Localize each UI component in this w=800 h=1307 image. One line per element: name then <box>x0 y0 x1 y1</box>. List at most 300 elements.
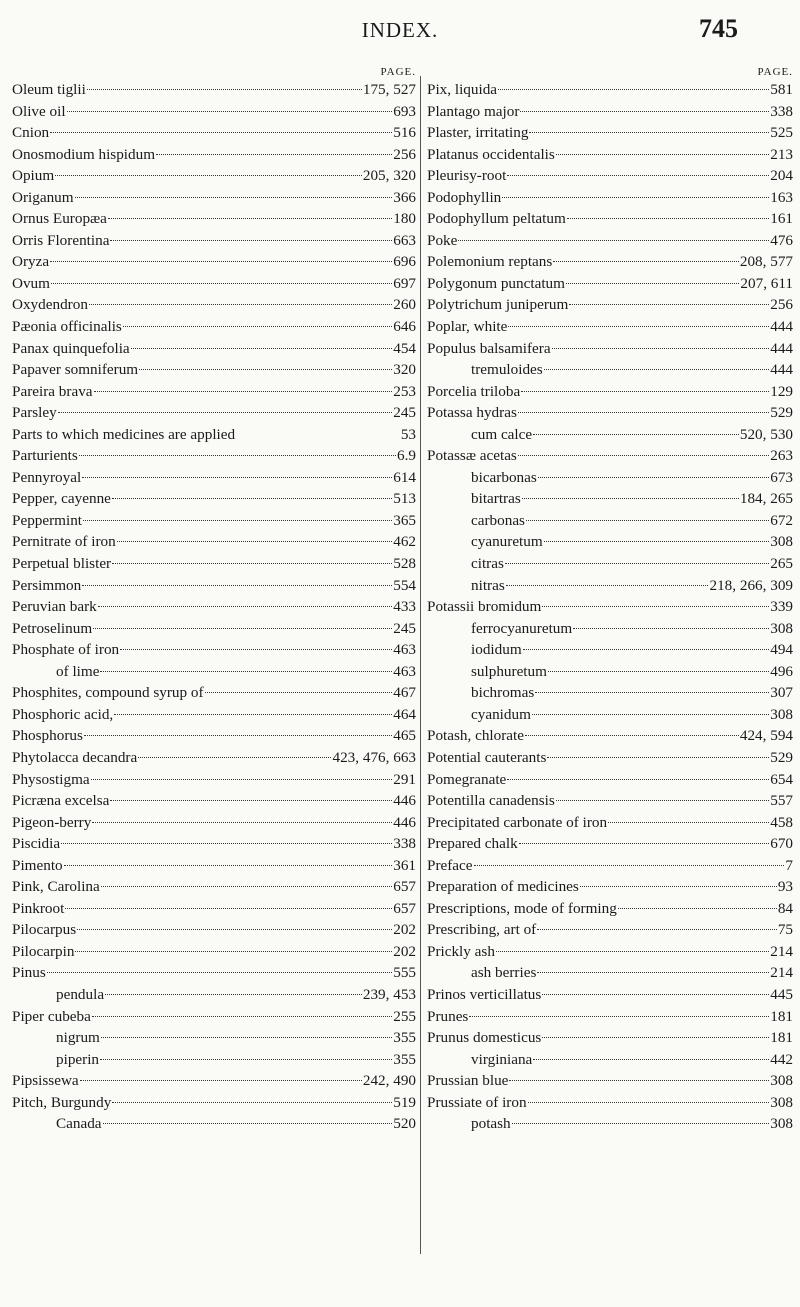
index-entry <box>12 639 416 661</box>
entry-pages: 520, 530 <box>739 425 793 443</box>
entry-term: Preface <box>427 856 473 874</box>
entry-term: Panax quinquefolia <box>12 339 130 357</box>
dot-leader <box>529 132 769 133</box>
entry-pages: 557 <box>770 792 793 810</box>
index-entry <box>12 618 416 640</box>
entry-term: bicarbonas <box>471 468 537 486</box>
entry-pages: 463 <box>393 662 416 680</box>
index-entry <box>427 488 793 510</box>
entry-term: bitartras <box>471 490 521 508</box>
dot-leader <box>532 714 769 715</box>
entry-term: carbonas <box>471 511 525 529</box>
entry-term: Podophyllum peltatum <box>427 210 566 228</box>
index-entry <box>12 855 416 877</box>
entry-term: Orris Florentina <box>12 231 110 249</box>
entry-pages: 53 <box>400 425 416 443</box>
entry-pages: 673 <box>770 468 793 486</box>
index-entry <box>427 165 793 187</box>
dot-leader <box>112 498 392 499</box>
entry-term: bichromas <box>471 684 535 702</box>
entry-pages: 253 <box>393 382 416 400</box>
entry-pages: 256 <box>770 296 793 314</box>
dot-leader <box>93 628 392 629</box>
entry-pages: 614 <box>393 468 416 486</box>
dot-leader <box>533 1059 769 1060</box>
index-entry <box>12 962 416 984</box>
dot-leader <box>80 1080 362 1081</box>
entry-term: Prussian blue <box>427 1072 509 1090</box>
dot-leader <box>537 972 769 973</box>
dot-leader <box>110 800 392 801</box>
entry-pages: 308 <box>770 533 793 551</box>
entry-term: Populus balsamifera <box>427 339 551 357</box>
entry-pages: 175, 527 <box>362 81 416 98</box>
dot-leader <box>139 369 392 370</box>
dot-leader <box>542 994 769 995</box>
entry-term: Prussiate of iron <box>427 1093 527 1111</box>
dot-leader <box>103 1123 393 1124</box>
dot-leader <box>542 1037 769 1038</box>
dot-leader <box>542 606 769 607</box>
dot-leader <box>526 520 769 521</box>
entry-pages: 308 <box>770 1093 793 1111</box>
entry-term: nitras <box>471 576 505 594</box>
dot-leader <box>75 197 393 198</box>
entry-pages: 454 <box>393 339 416 357</box>
entry-pages: 581 <box>770 81 793 98</box>
dot-leader <box>138 757 331 758</box>
index-entry <box>12 575 416 597</box>
index-entry <box>427 919 793 941</box>
entry-term: Pitch, Burgundy <box>12 1093 112 1111</box>
index-entry <box>12 531 416 553</box>
entry-term: Potash, chlorate <box>427 727 525 745</box>
index-entry <box>12 898 416 920</box>
index-entry <box>427 359 793 381</box>
entry-pages: 467 <box>393 684 416 702</box>
dot-leader <box>82 585 392 586</box>
entry-term: Prescribing, art of <box>427 921 537 939</box>
index-entry <box>427 1092 793 1114</box>
dot-leader <box>522 498 739 499</box>
index-entry <box>12 144 416 166</box>
entry-pages: 245 <box>393 404 416 422</box>
index-entry <box>427 402 793 424</box>
entry-term: Parts to which medicines are applied <box>12 425 236 443</box>
dot-leader <box>502 197 769 198</box>
entry-term: Pæonia officinalis <box>12 318 122 336</box>
index-entry <box>427 1027 793 1049</box>
index-entry <box>12 1092 416 1114</box>
entry-pages: 260 <box>393 296 416 314</box>
entry-pages: 308 <box>770 619 793 637</box>
entry-pages: 458 <box>770 813 793 831</box>
entry-pages: 463 <box>393 641 416 659</box>
entry-term: potash <box>471 1115 511 1133</box>
index-entry <box>427 575 793 597</box>
entry-term: Plaster, irritating <box>427 124 529 142</box>
dot-leader <box>544 369 770 370</box>
dot-leader <box>520 111 769 112</box>
entry-term: Phosphoric acid, <box>12 705 114 723</box>
index-entry <box>12 402 416 424</box>
dot-leader <box>55 175 362 176</box>
index-entry <box>12 704 416 726</box>
entry-term: Potassii bromidum <box>427 598 542 616</box>
entry-pages: 365 <box>393 511 416 529</box>
dot-leader <box>548 671 769 672</box>
dot-leader <box>112 1102 392 1103</box>
entry-pages: 654 <box>770 770 793 788</box>
entry-term: Parsley <box>12 404 57 422</box>
dot-leader <box>509 1080 769 1081</box>
entry-term: Porcelia triloba <box>427 382 521 400</box>
dot-leader <box>507 175 769 176</box>
index-entry <box>427 962 793 984</box>
entry-term: Potentilla canadensis <box>427 792 555 810</box>
entry-term: Prepared chalk <box>427 835 518 853</box>
entry-pages: 519 <box>393 1093 416 1111</box>
entry-term: Oleum tiglii <box>12 81 86 98</box>
entry-term: Olive oil <box>12 102 66 120</box>
entry-pages: 554 <box>393 576 416 594</box>
dot-leader <box>105 994 362 995</box>
index-entry <box>427 661 793 683</box>
entry-pages: 444 <box>770 361 793 379</box>
entry-term: Pennyroyal <box>12 468 82 486</box>
index-entry <box>12 769 416 791</box>
entry-pages: 75 <box>777 921 793 939</box>
dot-leader <box>580 886 777 887</box>
entry-pages: 208, 577 <box>739 253 793 271</box>
entry-term: cum calce <box>471 425 533 443</box>
index-entry <box>12 381 416 403</box>
index-entry <box>12 725 416 747</box>
entry-term: Pipsissewa <box>12 1072 79 1090</box>
entry-pages: 256 <box>393 145 416 163</box>
entry-pages: 366 <box>393 188 416 206</box>
index-entry <box>12 187 416 209</box>
index-entry <box>12 1049 416 1071</box>
index-entry <box>427 79 793 101</box>
dot-leader <box>47 972 392 973</box>
index-entry <box>427 510 793 532</box>
entry-term: citras <box>471 555 504 573</box>
entry-term: tremuloides <box>471 361 543 379</box>
dot-leader <box>108 218 392 219</box>
entry-pages: 204 <box>770 167 793 185</box>
dot-leader <box>618 908 777 909</box>
column-page-label: PAGE. <box>757 66 793 78</box>
index-entry <box>427 1006 793 1028</box>
index-entry <box>12 338 416 360</box>
dot-leader <box>518 412 769 413</box>
index-column-left <box>12 66 416 1135</box>
entry-term: Pinkroot <box>12 899 65 917</box>
entry-term: Cnion <box>12 124 50 142</box>
entry-term: Papaver somniferum <box>12 361 139 379</box>
index-entry <box>12 79 416 101</box>
entry-term: Opium <box>12 167 55 185</box>
dot-leader <box>547 757 769 758</box>
index-entry <box>12 812 416 834</box>
entry-term: Peruvian bark <box>12 598 97 616</box>
index-entry <box>12 359 416 381</box>
entry-term: Canada <box>56 1115 102 1133</box>
index-entry <box>427 338 793 360</box>
dot-leader <box>553 261 739 262</box>
dot-leader <box>556 800 769 801</box>
dot-leader <box>521 391 769 392</box>
dot-leader <box>82 477 392 478</box>
dot-leader <box>112 563 392 564</box>
entry-term: of lime <box>56 662 100 680</box>
index-entry <box>12 919 416 941</box>
entry-pages: 202 <box>393 942 416 960</box>
entry-pages: 355 <box>393 1029 416 1047</box>
entry-term: Plantago major <box>427 102 520 120</box>
dot-leader <box>87 89 362 90</box>
entry-pages: 7 <box>785 856 793 874</box>
dot-leader <box>538 477 769 478</box>
entry-pages: 181 <box>770 1029 793 1047</box>
index-entry <box>427 1070 793 1092</box>
entry-pages: 338 <box>770 102 793 120</box>
dot-leader <box>100 671 392 672</box>
index-entry <box>12 467 416 489</box>
entry-term: Pimento <box>12 856 63 874</box>
entry-pages: 320 <box>393 361 416 379</box>
entry-pages: 494 <box>770 641 793 659</box>
index-entry <box>427 381 793 403</box>
index-entry <box>12 122 416 144</box>
index-entry <box>427 144 793 166</box>
entry-pages: 202 <box>393 921 416 939</box>
entry-term: Pilocarpin <box>12 942 75 960</box>
index-entry <box>12 790 416 812</box>
index-entry <box>12 230 416 252</box>
entry-term: Oryza <box>12 253 50 271</box>
index-entry <box>427 294 793 316</box>
entry-pages: 657 <box>393 899 416 917</box>
entry-term: Physostigma <box>12 770 90 788</box>
entry-pages: 180 <box>393 210 416 228</box>
entry-pages: 424, 594 <box>739 727 793 745</box>
entry-term: Polygonum punctatum <box>427 274 565 292</box>
dot-leader <box>544 541 770 542</box>
index-entry <box>427 251 793 273</box>
column-divider <box>420 76 421 1254</box>
index-entry <box>427 273 793 295</box>
dot-leader <box>528 1102 770 1103</box>
index-entry <box>12 445 416 467</box>
index-entry <box>12 208 416 230</box>
dot-leader <box>569 304 769 305</box>
index-entry <box>12 101 416 123</box>
entry-pages: 245 <box>393 619 416 637</box>
dot-leader <box>89 304 392 305</box>
dot-leader <box>498 89 769 90</box>
entry-pages: 214 <box>770 942 793 960</box>
dot-leader <box>525 735 739 736</box>
dot-leader <box>64 865 393 866</box>
index-entry <box>427 682 793 704</box>
dot-leader <box>101 886 392 887</box>
dot-leader <box>51 283 392 284</box>
dot-leader <box>507 779 769 780</box>
entry-term: Podophyllin <box>427 188 502 206</box>
entry-term: Piper cubeba <box>12 1007 91 1025</box>
index-entry <box>427 941 793 963</box>
entry-pages: 663 <box>393 231 416 249</box>
entry-pages: 242, 490 <box>362 1072 416 1090</box>
index-entry <box>427 1049 793 1071</box>
entry-pages: 129 <box>770 382 793 400</box>
entry-pages: 646 <box>393 318 416 336</box>
index-entry <box>427 553 793 575</box>
dot-leader <box>114 714 392 715</box>
entry-term: Prinos verticillatus <box>427 985 542 1003</box>
index-entry <box>12 1027 416 1049</box>
index-entry <box>12 1006 416 1028</box>
entry-pages: 218, 266, 309 <box>709 576 793 594</box>
entry-pages: 528 <box>393 555 416 573</box>
entry-pages: 446 <box>393 813 416 831</box>
entry-pages: 355 <box>393 1050 416 1068</box>
dot-leader <box>519 843 770 844</box>
index-entry <box>427 187 793 209</box>
entry-term: Prunes <box>427 1007 469 1025</box>
index-entry <box>427 639 793 661</box>
dot-leader <box>94 391 393 392</box>
dot-leader <box>101 1037 392 1038</box>
entry-pages: 93 <box>777 878 793 896</box>
index-entry <box>427 596 793 618</box>
entry-pages: 462 <box>393 533 416 551</box>
dot-leader <box>573 628 769 629</box>
entry-list-right <box>427 79 793 1135</box>
dot-leader <box>58 412 393 413</box>
dot-leader <box>67 111 393 112</box>
index-entry <box>427 230 793 252</box>
entry-term: ash berries <box>471 964 537 982</box>
entry-term: Pepper, cayenne <box>12 490 111 508</box>
entry-term: Pleurisy-root <box>427 167 507 185</box>
dot-leader <box>523 649 770 650</box>
dot-leader <box>537 929 777 930</box>
dot-leader <box>120 649 392 650</box>
dot-leader <box>50 261 392 262</box>
page-header <box>0 14 800 48</box>
entry-term: Poke <box>427 231 458 249</box>
index-entry <box>427 531 793 553</box>
entry-pages: 214 <box>770 964 793 982</box>
dot-leader <box>156 154 392 155</box>
index-entry <box>12 1113 416 1135</box>
entry-pages: 308 <box>770 705 793 723</box>
entry-pages: 239, 453 <box>362 985 416 1003</box>
index-entry <box>12 747 416 769</box>
entry-pages: 6.9 <box>397 447 416 465</box>
entry-pages: 529 <box>770 748 793 766</box>
dot-leader <box>608 822 769 823</box>
index-entry <box>12 294 416 316</box>
dot-leader <box>496 951 769 952</box>
entry-pages: 520 <box>393 1115 416 1133</box>
entry-pages: 672 <box>770 511 793 529</box>
entry-term: ferrocyanuretum <box>471 619 573 637</box>
entry-pages: 696 <box>393 253 416 271</box>
index-entry <box>12 596 416 618</box>
entry-term: Picræna excelsa <box>12 792 110 810</box>
entry-pages: 555 <box>393 964 416 982</box>
entry-term: Oxydendron <box>12 296 88 314</box>
dot-leader <box>535 692 769 693</box>
entry-term: Phosphate of iron <box>12 641 120 659</box>
entry-pages: 670 <box>770 835 793 853</box>
dot-leader <box>131 348 393 349</box>
entry-term: Peppermint <box>12 511 83 529</box>
entry-term: Pareira brava <box>12 382 93 400</box>
index-entry <box>12 876 416 898</box>
index-entry <box>427 704 793 726</box>
entry-pages: 265 <box>770 555 793 573</box>
entry-term: Persimmon <box>12 576 82 594</box>
entry-pages: 338 <box>393 835 416 853</box>
dot-leader <box>100 1059 392 1060</box>
index-entry <box>427 855 793 877</box>
dot-leader <box>50 132 392 133</box>
entry-pages: 693 <box>393 102 416 120</box>
entry-pages: 657 <box>393 878 416 896</box>
entry-term: nigrum <box>56 1029 100 1047</box>
index-entry <box>12 833 416 855</box>
entry-term: Preparation of medicines <box>427 878 579 896</box>
index-entry <box>12 251 416 273</box>
dot-leader <box>84 735 392 736</box>
entry-term: Pigeon-berry <box>12 813 92 831</box>
index-entry <box>427 208 793 230</box>
dot-leader <box>566 283 739 284</box>
entry-pages: 423, 476, 663 <box>332 748 416 766</box>
entry-term: Onosmodium hispidum <box>12 145 156 163</box>
entry-pages: 255 <box>393 1007 416 1025</box>
entry-term: iodidum <box>471 641 522 659</box>
dot-leader <box>458 240 769 241</box>
index-column-right <box>427 66 793 1135</box>
index-entry <box>427 769 793 791</box>
entry-term: Petroselinum <box>12 619 93 637</box>
dot-leader <box>123 326 392 327</box>
entry-term: Pernitrate of iron <box>12 533 116 551</box>
entry-term: Potassæ acetas <box>427 447 517 465</box>
index-entry <box>427 424 793 446</box>
entry-pages: 308 <box>770 1115 793 1133</box>
entry-term: Ovum <box>12 274 50 292</box>
entry-pages: 181 <box>770 1007 793 1025</box>
index-entry <box>427 445 793 467</box>
entry-term: Polytrichum juniperum <box>427 296 569 314</box>
index-entry <box>427 984 793 1006</box>
dot-leader <box>505 563 769 564</box>
entry-list-left <box>12 79 416 1135</box>
entry-term: Phytolacca decandra <box>12 748 138 766</box>
index-entry <box>12 165 416 187</box>
index-entry <box>12 682 416 704</box>
index-entry <box>12 510 416 532</box>
index-entry <box>12 424 416 446</box>
entry-pages: 697 <box>393 274 416 292</box>
